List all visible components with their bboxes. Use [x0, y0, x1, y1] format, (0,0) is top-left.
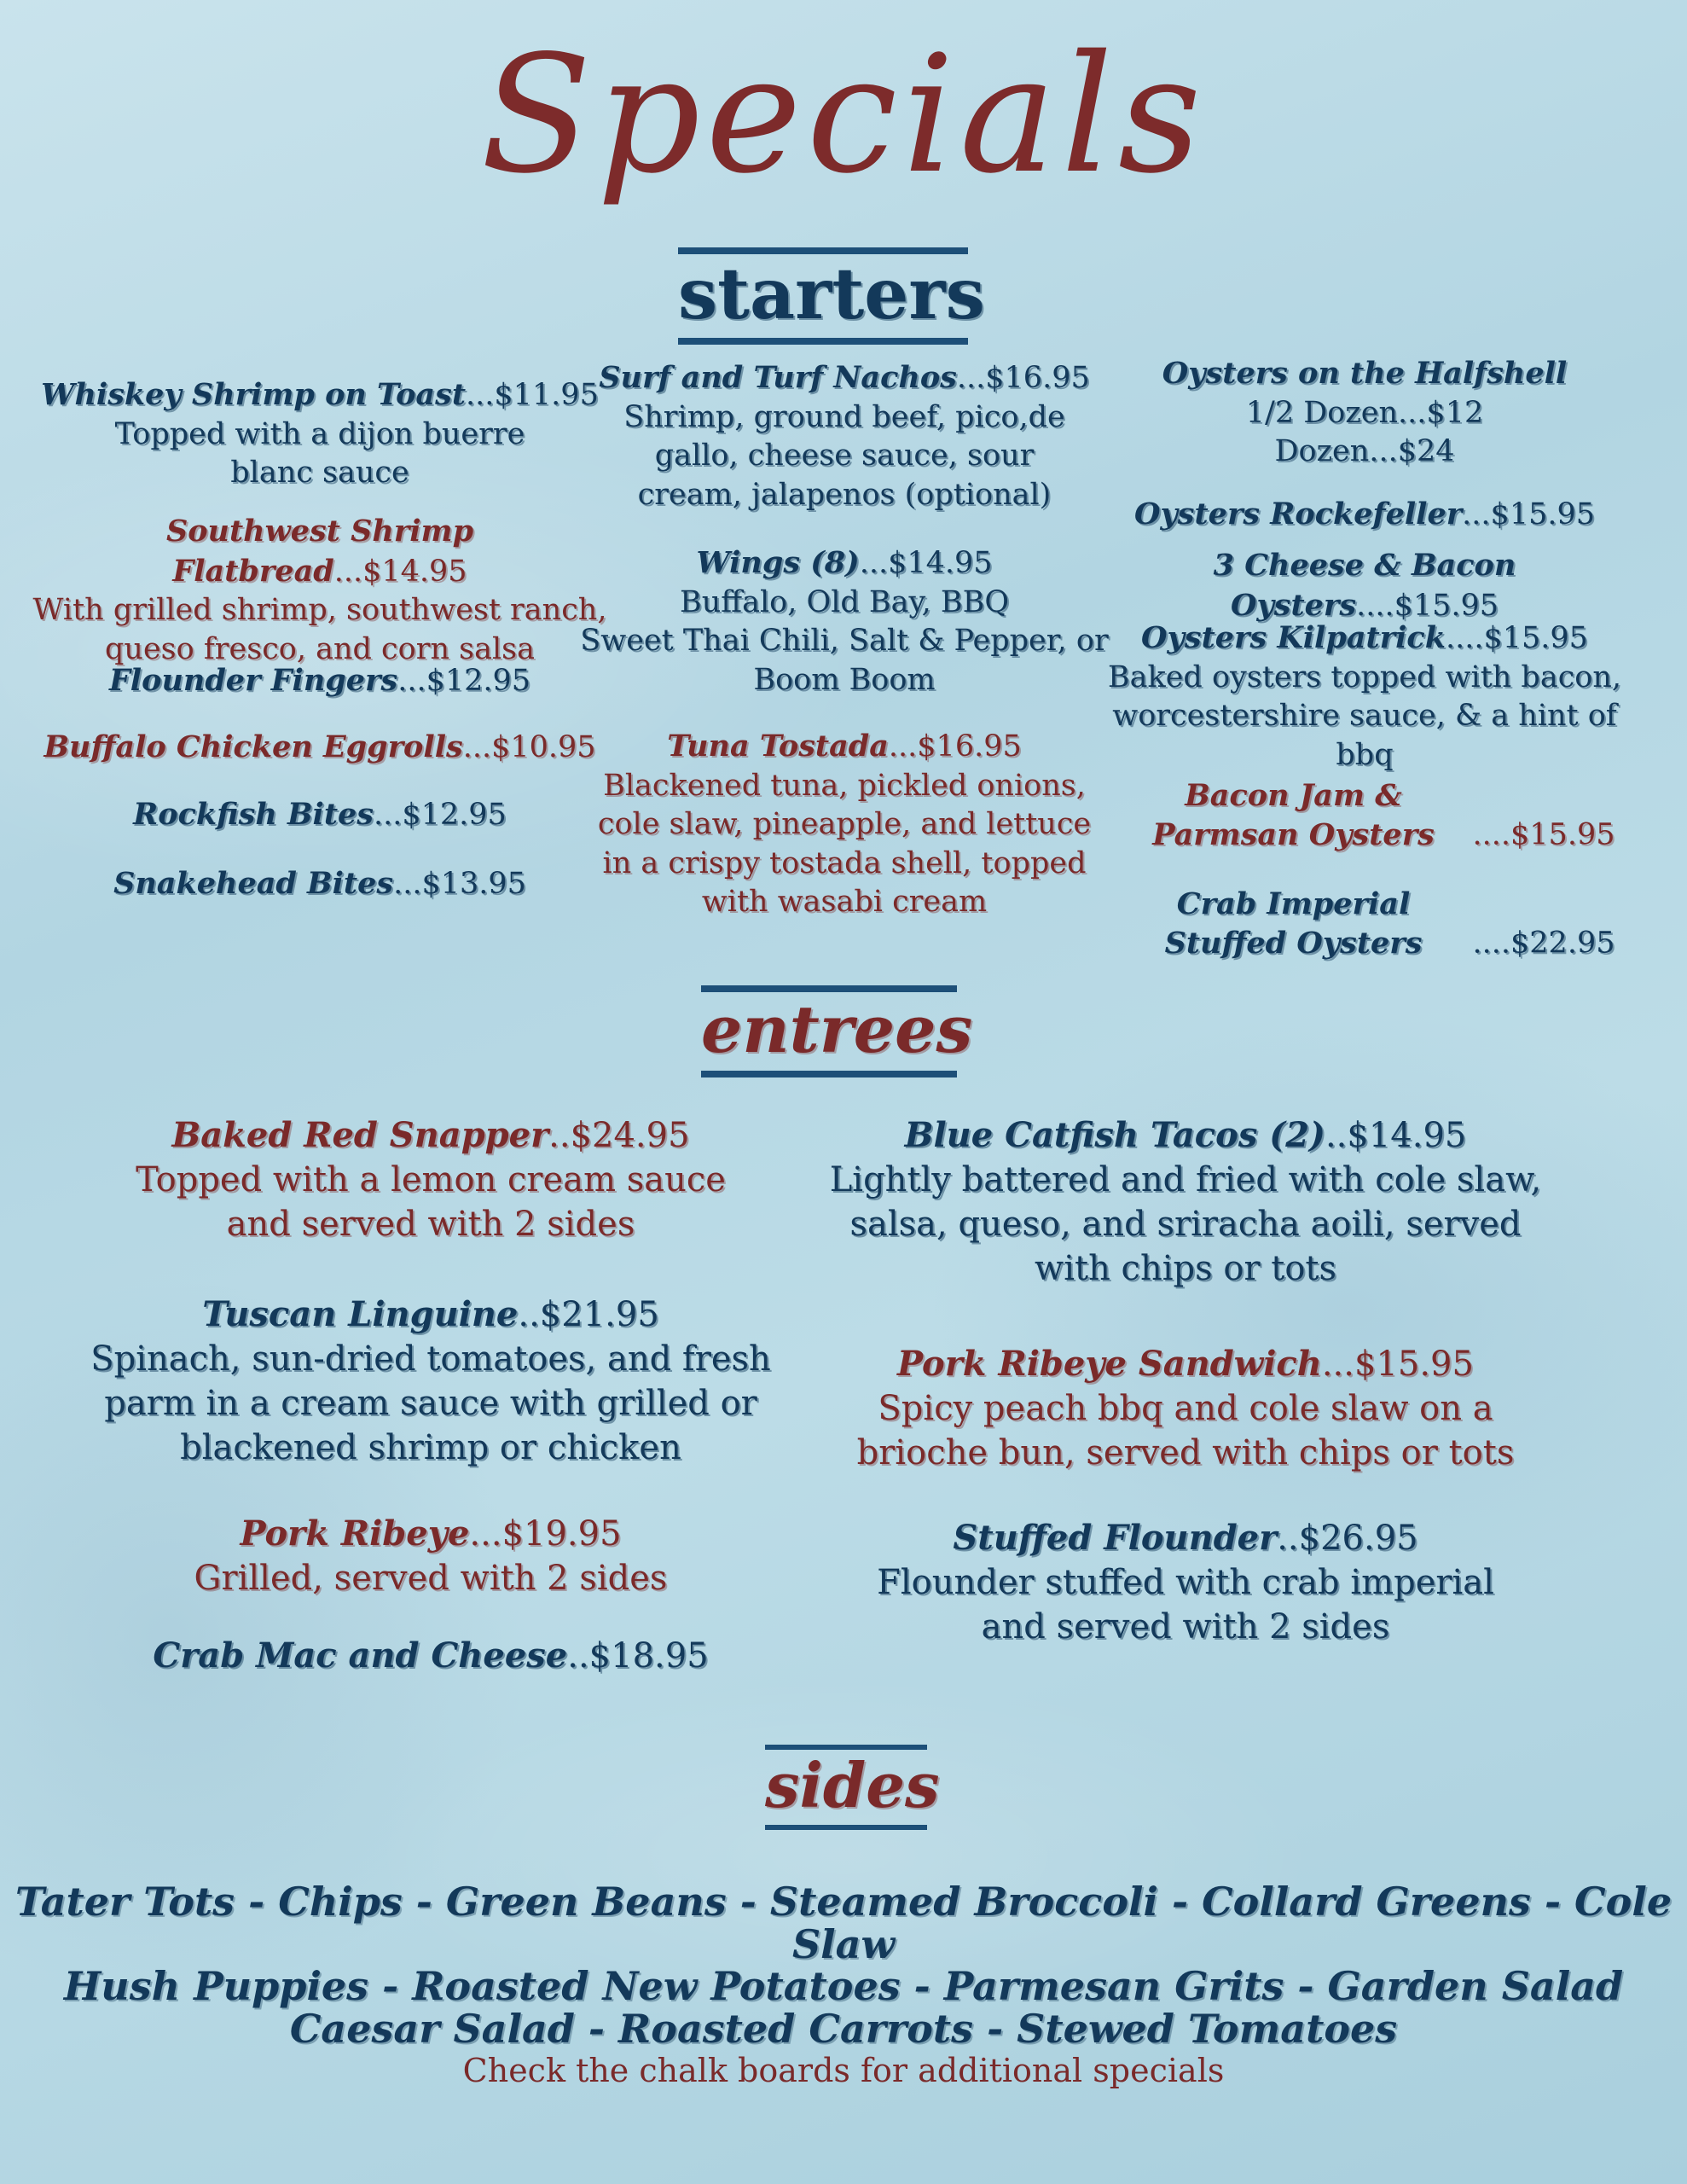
menu-item	[810, 1342, 1561, 1475]
item-name: Snakehead Bites	[113, 866, 394, 901]
item-name: Tuscan Linguine	[202, 1294, 519, 1334]
item-price: ...$10.95	[462, 730, 596, 764]
item-name: Rockfish Bites	[133, 797, 374, 832]
menu-item	[47, 1512, 815, 1600]
item-name: Wings (8)	[696, 545, 860, 580]
page-title: Specials	[480, 20, 1207, 209]
item-name: Flounder Fingers	[108, 663, 398, 698]
item-price: ....$22.95	[1472, 926, 1615, 961]
item-name: Blue Catfish Tacos (2)	[904, 1115, 1325, 1155]
item-desc: Lightly battered and fried with cole slaw, salsa, queso, and sriracha aoili, served with chips or tots	[829, 1160, 1542, 1288]
sides-line: Caesar Salad - Roasted Carrots - Stewed Tomatoes	[289, 2006, 1398, 2053]
menu-item	[30, 661, 610, 701]
item-name: Pork Ribeye Sandwich	[897, 1344, 1322, 1384]
item-name: 3 Cheese & Bacon Oysters	[1213, 548, 1516, 623]
item-desc: Spicy peach bbq and cole slaw on a brioche bun, served with chips or tots	[856, 1389, 1515, 1472]
item-name: Tuna Tostada	[667, 729, 889, 764]
sides-line: Hush Puppies - Roasted New Potatoes - Parmesan Grits - Garden Salad	[63, 1963, 1624, 2010]
item-name: Buffalo Chicken Eggrolls	[43, 729, 463, 764]
item-price: ...$12.95	[373, 798, 507, 832]
menu-item	[30, 375, 610, 493]
menu-item	[810, 1516, 1561, 1649]
item-desc: Buffalo, Old Bay, BBQ	[679, 584, 1010, 619]
item-name: Oysters Rockefeller	[1133, 497, 1463, 531]
item-price: ...$19.95	[469, 1514, 622, 1554]
item-price: ....$15.95	[1356, 588, 1499, 623]
item-name: Pork Ribeye	[240, 1513, 470, 1554]
heading-bar-bottom	[765, 1825, 927, 1830]
item-name: Crab Mac and Cheese	[153, 1635, 568, 1676]
item-price: ....$15.95	[1472, 817, 1615, 852]
item-price: Dozen...$24	[1274, 434, 1455, 468]
menu-item	[30, 795, 610, 835]
item-price: ...$12.95	[397, 664, 531, 698]
item-name: Surf and Turf Nachos	[599, 360, 957, 395]
item-desc: Topped with a lemon cream sauce and served with 2 sides	[136, 1160, 726, 1244]
item-name: Oysters Kilpatrick	[1141, 620, 1446, 655]
item-price: ..$26.95	[1277, 1519, 1418, 1558]
item-price: ...$14.95	[333, 554, 467, 589]
section-heading-entrees	[701, 985, 973, 1077]
section-title: sides	[765, 1749, 940, 1821]
item-price: ..$18.95	[567, 1636, 709, 1676]
item-name: Bacon Jam & Parmsan Oysters	[1152, 778, 1435, 852]
menu-item	[1075, 776, 1655, 855]
section-title: starters	[678, 253, 985, 335]
menu-item	[1075, 546, 1655, 625]
item-price: ....$15.95	[1445, 621, 1588, 655]
footer-note: Check the chalk boards for additional specials	[462, 2052, 1225, 2089]
menu-item	[1075, 619, 1655, 775]
item-desc: Flounder stuffed with crab imperial and served with 2 sides	[877, 1563, 1494, 1647]
menu-item	[563, 358, 1126, 514]
menu-item	[1075, 495, 1655, 535]
item-price: ...$13.95	[393, 867, 526, 901]
menu-item	[1075, 885, 1655, 963]
menu-item	[30, 512, 610, 669]
item-price: ...$16.95	[888, 729, 1022, 764]
item-name: Oysters on the Halfshell	[1162, 356, 1568, 391]
item-price: ..$24.95	[548, 1116, 690, 1155]
item-price: ...$16.95	[956, 361, 1090, 395]
item-price: ..$14.95	[1325, 1116, 1467, 1155]
menu-item	[47, 1292, 815, 1470]
item-desc: With grilled shrimp, southwest ranch, queso fresco, and corn salsa	[32, 593, 607, 666]
item-name: Southwest Shrimp Flatbread	[165, 514, 474, 589]
item-desc: Grilled, served with 2 sides	[194, 1559, 668, 1598]
menu-item	[1075, 354, 1655, 472]
item-desc: Sweet Thai Chili, Salt & Pepper, or Boom Boom	[580, 624, 1109, 697]
menu-item	[47, 1113, 815, 1246]
item-price: ...$14.95	[859, 546, 993, 580]
item-desc: Topped with a dijon buerre blanc sauce	[114, 416, 525, 490]
menu-item	[810, 1113, 1561, 1291]
menu-item	[30, 864, 610, 904]
item-name: Whiskey Shrimp on Toast	[41, 377, 466, 412]
sides-list	[0, 1881, 1687, 2051]
section-title: entrees	[701, 991, 973, 1067]
item-price: 1/2 Dozen...$12	[1245, 395, 1484, 430]
item-desc: Baked oysters topped with bacon, worcestershire sauce, & a hint of bbq	[1107, 659, 1622, 772]
item-desc: Spinach, sun-dried tomatoes, and fresh parm in a cream sauce with grilled or blackened shrimp or chicken	[90, 1339, 771, 1467]
item-price: ..$21.95	[518, 1295, 659, 1334]
menu-item	[563, 727, 1126, 922]
menu-item	[47, 1634, 815, 1678]
item-desc: Shrimp, ground beef, pico,de gallo, cheese sauce, sour cream, jalapenos (optional)	[623, 399, 1065, 512]
item-name: Stuffed Flounder	[953, 1518, 1278, 1558]
menu-item	[563, 543, 1126, 700]
item-desc: Blackened tuna, pickled onions, cole slaw, pineapple, and lettuce in a crispy tostada shell, topped with wasabi cream	[597, 768, 1092, 919]
menu-item	[30, 728, 610, 768]
heading-bar-bottom	[701, 1071, 957, 1077]
item-price: ...$15.95	[1321, 1345, 1474, 1384]
item-name: Baked Red Snapper	[171, 1115, 549, 1155]
item-name: Crab Imperial Stuffed Oysters	[1164, 886, 1423, 961]
sides-line: Tater Tots - Chips - Green Beans - Steamed Broccoli - Collard Greens - Cole Slaw	[14, 1879, 1673, 1967]
item-price: ...$15.95	[1462, 497, 1596, 531]
section-heading-starters	[678, 247, 985, 345]
section-heading-sides	[765, 1745, 940, 1830]
item-price: ...$11.95	[466, 378, 599, 412]
heading-bar-bottom	[678, 338, 968, 345]
